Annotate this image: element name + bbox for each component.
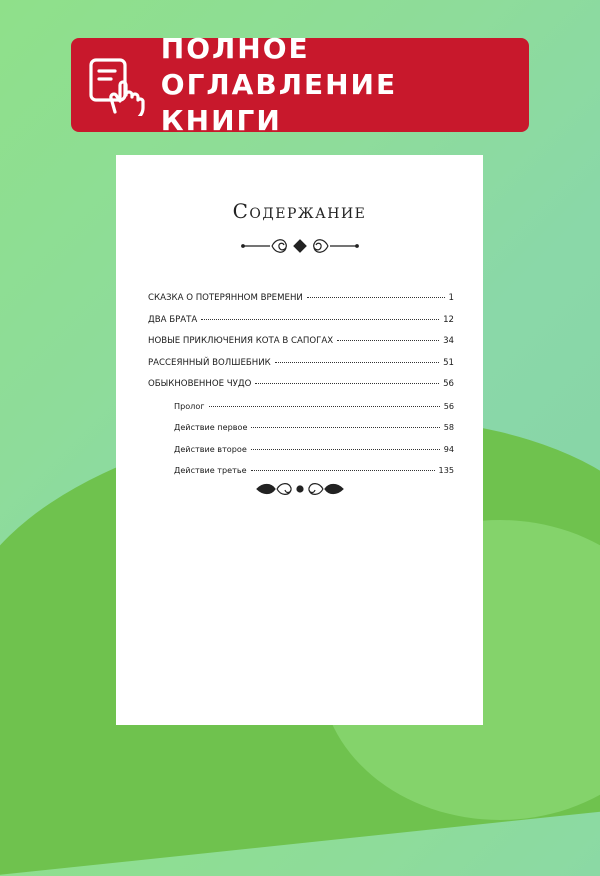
toc-subentry <box>148 422 454 444</box>
toc-entry-title: НОВЫЕ ПРИКЛЮЧЕНИЯ КОТА В САПОГАХ <box>148 336 334 346</box>
toc-leader-dots <box>307 297 445 298</box>
toc-entry <box>148 336 454 358</box>
toc-entry-page: 51 <box>443 357 454 368</box>
toc-subentry-title: Действие третье <box>174 465 247 475</box>
toc-subentry <box>148 444 454 466</box>
toc-entry-page: 34 <box>443 336 454 346</box>
toc-subentry-page: 58 <box>443 422 454 432</box>
toc-leader-dots <box>251 449 440 450</box>
toc-entry-title: РАССЕЯННЫЙ ВОЛШЕБНИК <box>148 357 271 368</box>
toc-leader-dots <box>209 406 440 407</box>
flourish-divider-icon <box>116 233 483 263</box>
toc-leader-dots <box>251 470 435 471</box>
toc-entry <box>148 358 454 380</box>
toc-leader-dots <box>255 383 439 384</box>
toc-heading: Содержание <box>232 199 367 223</box>
toc-entry <box>148 379 454 401</box>
toc-subentry <box>148 401 454 423</box>
toc-leader-dots <box>337 340 439 341</box>
toc-subentry-page: 135 <box>438 465 454 475</box>
document-hand-icon <box>71 38 161 132</box>
toc-entry-title: СКАЗКА О ПОТЕРЯННОМ ВРЕМЕНИ <box>148 293 303 303</box>
book-page <box>116 155 483 725</box>
toc-entry <box>148 293 454 315</box>
toc-subentry-page: 56 <box>443 400 454 411</box>
toc-subentry-page: 94 <box>443 443 454 454</box>
toc-subentry-title: Действие второе <box>174 443 247 454</box>
toc-leader-dots <box>275 362 439 363</box>
toc-entry-title: ДВА БРАТА <box>148 314 198 325</box>
banner-title <box>161 31 529 139</box>
banner-title-line2: ОГЛАВЛЕНИЕ КНИГИ <box>160 68 398 137</box>
toc-subentry-title: Пролог <box>174 400 205 411</box>
toc-entry-page: 1 <box>448 293 454 303</box>
toc-entry <box>148 315 454 337</box>
toc-entry-title: ОБЫКНОВЕННОЕ ЧУДО <box>148 379 252 389</box>
flourish-divider-icon <box>116 479 483 503</box>
toc-leader-dots <box>201 319 439 320</box>
banner-title-line1: ПОЛНОЕ <box>160 32 310 65</box>
toc-leader-dots <box>251 427 439 428</box>
toc-subentry-title: Действие первое <box>174 422 248 432</box>
toc-entry-page: 12 <box>443 314 454 325</box>
toc-entry-page: 56 <box>443 379 454 389</box>
promo-banner <box>71 32 529 137</box>
toc-list <box>148 293 454 487</box>
